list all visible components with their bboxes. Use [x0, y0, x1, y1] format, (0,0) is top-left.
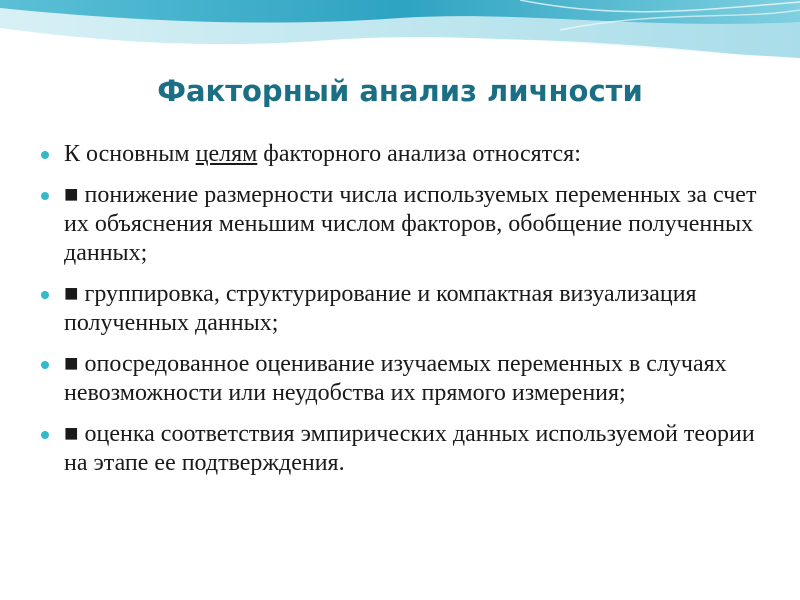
bullet-text: ■ опосредованное оценивание изучаемых переменных в случаях невозможности или неудобства их прямого измерения; — [64, 351, 727, 406]
bullet-item — [40, 280, 760, 338]
bullet-marker-icon — [41, 151, 49, 159]
bullet-item — [40, 140, 760, 169]
bullet-item — [40, 350, 760, 408]
bullet-marker-icon — [41, 291, 49, 299]
bullet-marker-icon — [41, 361, 49, 369]
bullet-item — [40, 181, 760, 268]
bullet-item — [40, 420, 760, 478]
bullet-marker-icon — [41, 431, 49, 439]
bullet-list — [40, 140, 760, 490]
bullet-text: ■ группировка, структурирование и компактная визуализация полученных данных; — [64, 281, 697, 336]
bullet-text-underlined: целям — [195, 141, 258, 167]
bullet-marker-icon — [41, 192, 49, 200]
bullet-text-pre: К основным — [64, 141, 196, 167]
bullet-text: ■ оценка соответствия эмпирических данных используемой теории на этапе ее подтверждения. — [64, 421, 755, 476]
bullet-text: ■ понижение размерности числа используемых переменных за счет их объяснения меньшим числом факторов, обобщение полученных данных; — [64, 182, 757, 266]
slide-title: Факторный анализ личности — [157, 74, 643, 108]
bullet-text-post: факторного анализа относятся: — [257, 141, 581, 167]
